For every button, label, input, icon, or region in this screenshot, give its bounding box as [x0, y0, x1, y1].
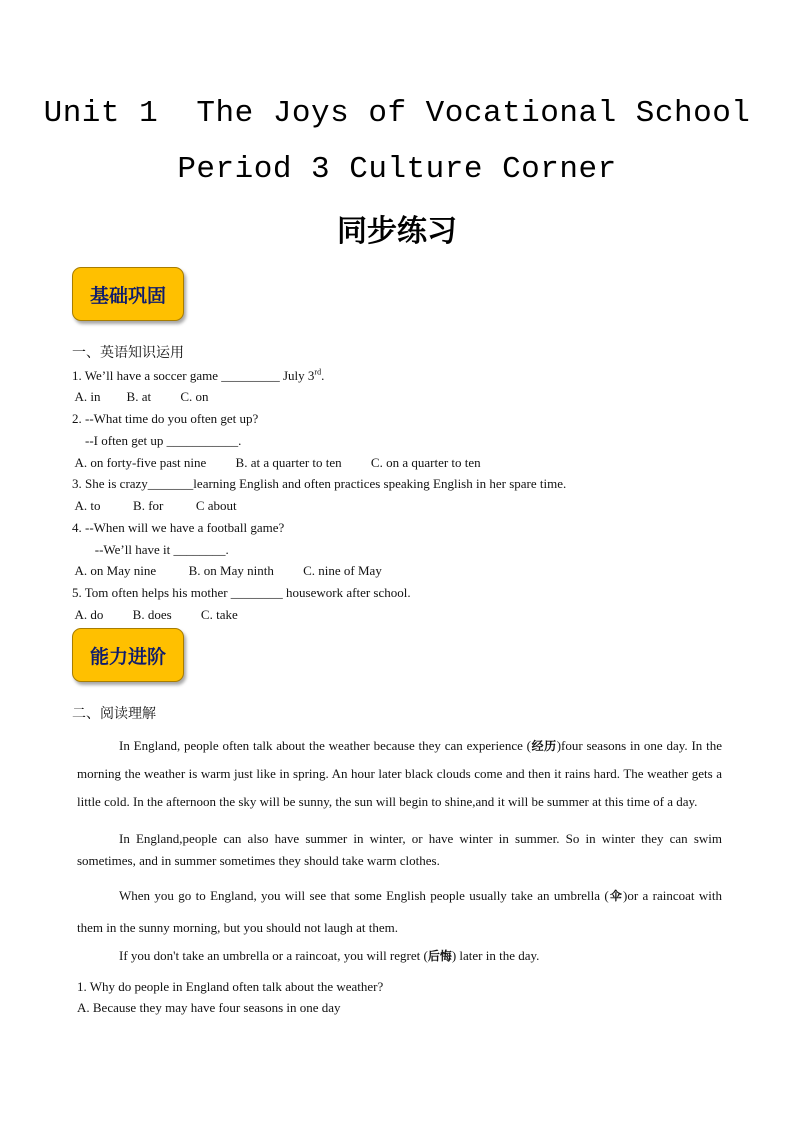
- p1-part-b: )four seasons in one day. In the morning the weather is warm just like in spring. An hour later black clouds come and then it rains hard. The weather gets a little cold. In the afternoon the sky will be sunny, the sun will begin to shine,and it will be summer at this time of a day.: [77, 738, 722, 809]
- q1-stem: 1. We’ll have a soccer game _________ July 3: [72, 368, 315, 383]
- q2-text: 2. --What time do you often get up?: [72, 411, 259, 426]
- title-line-2: Period 3 Culture Corner: [177, 152, 617, 187]
- p3-part-a: When you go to England, you will see that some English people usually take an umbrella (: [119, 888, 609, 903]
- q2-options: A. on forty-five past nine B. at a quarter to ten C. on a quarter to ten: [72, 455, 481, 470]
- title-line-3: 同步练习: [337, 214, 457, 249]
- badge-advanced: 能力进阶: [72, 628, 184, 682]
- p3-part-b: )or a raincoat with them in the sunny morning, but you should not laugh at them.: [77, 888, 722, 935]
- q1-options: A. in B. at C. on: [72, 389, 209, 404]
- q2-answer: --I often get up ___________.: [72, 433, 242, 448]
- q1-text: [72, 368, 324, 384]
- reading-paragraph-4: [77, 945, 722, 968]
- p4-chinese: 后悔: [427, 949, 452, 963]
- section1-heading: 一、英语知识运用: [72, 345, 184, 361]
- q3-text: 3. She is crazy_______learning English and often practices speaking English in her spare time.: [72, 476, 567, 491]
- badge-basic: 基础巩固: [72, 267, 184, 321]
- reading-q1-option-a: A. Because they may have four seasons in one day: [77, 1000, 341, 1015]
- title-line-1: Unit 1 The Joys of Vocational School: [43, 96, 751, 131]
- p4-part-a: If you don't take an umbrella or a raincoat, you will regret (: [119, 948, 428, 963]
- q3-options: A. to B. for C about: [72, 498, 237, 513]
- reading-paragraph-3: [77, 880, 722, 944]
- p1-chinese: 经历: [531, 739, 557, 753]
- section2-heading: 二、阅读理解: [72, 706, 156, 722]
- p1-part-a: In England, people often talk about the weather because they can experience (: [119, 738, 532, 753]
- q4-answer: --We’ll have it ________.: [72, 542, 229, 557]
- p4-part-b: ) later in the day.: [451, 948, 540, 963]
- reading-q1: 1. Why do people in England often talk about the weather?: [77, 979, 384, 994]
- p2-text: In England,people can also have summer in winter, or have winter in summer. So in winter they can swim sometimes, and in summer sometimes they should take warm clothes.: [77, 831, 722, 868]
- q4-text: 4. --When will we have a football game?: [72, 520, 285, 535]
- reading-paragraph-2: [77, 828, 722, 871]
- q5-options: A. do B. does C. take: [72, 607, 238, 622]
- q1-end: .: [321, 368, 325, 383]
- q4-options: A. on May nine B. on May ninth C. nine of May: [72, 563, 382, 578]
- q1-sup: rd: [314, 367, 322, 377]
- reading-paragraph-1: [77, 732, 722, 816]
- q5-text: 5. Tom often helps his mother ________ housework after school.: [72, 585, 411, 600]
- p3-chinese: 伞: [608, 889, 623, 903]
